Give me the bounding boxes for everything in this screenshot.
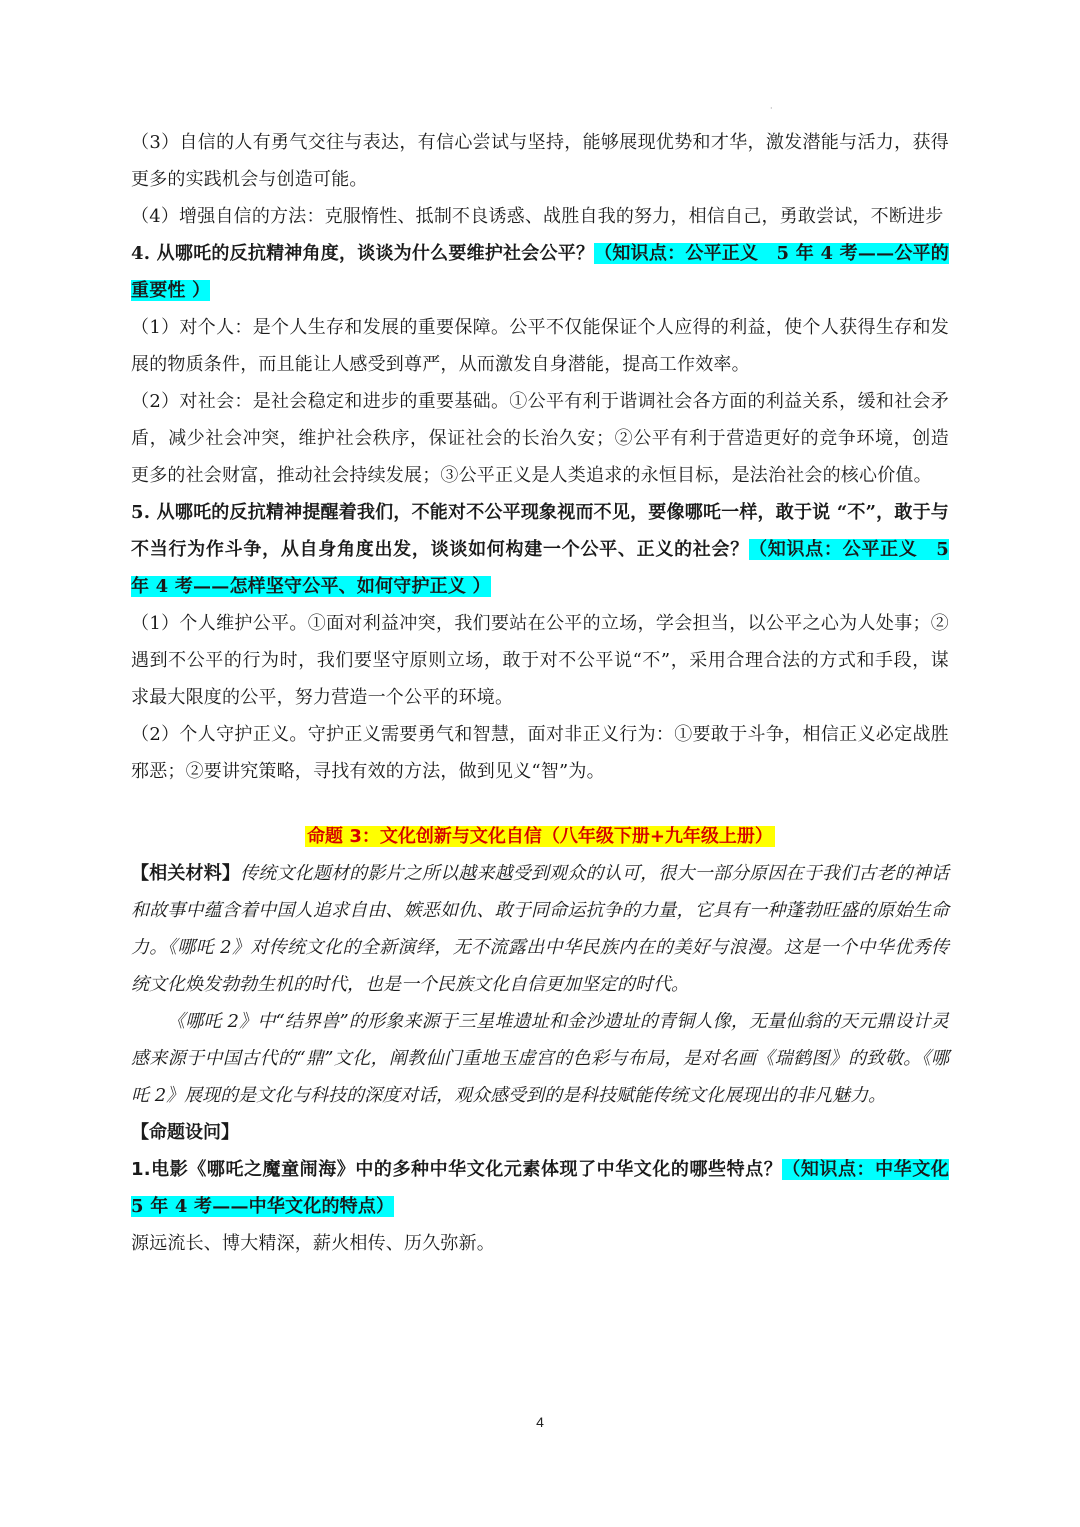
question-4-answer-1: （1）对个人：是个人生存和发展的重要保障。公平不仅能保证个人应得的利益，使个人获得生存和发展的物质条件，而且能让人感受到尊严，从而激发自身潜能，提高工作效率。 <box>131 317 949 375</box>
topic-3-question-1-text: 1.电影《哪吒之魔童闹海》中的多种中华文化元素体现了中华文化的哪些特点？ <box>131 1159 783 1180</box>
question-5 <box>131 494 949 605</box>
paragraph-confidence-4: （4）增强自信的方法：克服惰性、抵制不良诱惑、战胜自我的努力，相信自己，勇敢尝试，不断进步 <box>131 206 944 227</box>
question-4-knowledge-tag: （知识点：公平正义 5 年 4 考——公平的重要性 ） <box>131 243 949 301</box>
topic-3-question-1-knowledge-tag: （知识点：中华文化 5 年 4 考——中华文化的特点） <box>131 1159 949 1217</box>
material-text-1: 传统文化题材的影片之所以越来越受到观众的认可，很大一部分原因在于我们古老的神话和故事中蕴含着中国人追求自由、嫉恶如仇、敢于同命运抗争的力量，它具有一种蓬勃旺盛的原始生命力。《哪吒 2》对传统文化的全新演绎，无不流露出中华民族内在的美好与浪漫。这是一个中华优秀传统文化焕发勃勃生机的时代，也是一个民族文化自信更加坚定的时代。 <box>131 863 949 995</box>
question-4-text: 4. 从哪吒的反抗精神角度，谈谈为什么要维护社会公平？ <box>131 243 595 264</box>
question-4 <box>131 235 949 309</box>
material-paragraph-1 <box>131 855 949 1003</box>
material-paragraph-2: 《哪吒 2》中“结界兽”的形象来源于三星堆遗址和金沙遗址的青铜人像，无量仙翁的天元鼎设计灵感来源于中国古代的“鼎”文化，阐教仙门重地玉虚宫的色彩与布局，是对名画《瑞鹤图》的致敬。《哪吒 2》展现的是文化与科技的深度对话，观众感受到的是科技赋能传统文化展现出的非凡魅力。 <box>131 1011 949 1106</box>
question-4-answer-2: （2）对社会：是社会稳定和进步的重要基础。①公平有利于谐调社会各方面的利益关系，缓和社会矛盾，减少社会冲突，维护社会秩序，保证社会的长治久安；②公平有利于营造更好的竞争环境，创造更多的社会财富，推动社会持续发展；③公平正义是人类追求的永恒目标，是法治社会的核心价值。 <box>131 391 949 486</box>
page-number: 4 <box>536 1414 544 1430</box>
question-5-answer-1: （1）个人维护公平。①面对利益冲突，我们要站在公平的立场，学会担当，以公平之心为人处事；②遇到不公平的行为时，我们要坚守原则立场，敢于对不公平说“不”，采用合理合法的方式和手段，谋求最大限度的公平，努力营造一个公平的环境。 <box>131 613 949 708</box>
topic-3-question-1-answer: 源远流长、博大精深，薪火相传、历久弥新。 <box>131 1233 495 1254</box>
paragraph-confidence-3: （3）自信的人有勇气交往与表达，有信心尝试与坚持，能够展现优势和才华，激发潜能与活力，获得更多的实践机会与创造可能。 <box>131 132 949 190</box>
question-5-knowledge-tag: （知识点：公平正义 5 年 4 考——怎样坚守公平、如何守护正义 ） <box>131 539 949 597</box>
question-5-answer-2: （2）个人守护正义。守护正义需要勇气和智慧，面对非正义行为：①要敢于斗争，相信正义必定战胜邪恶；②要讲究策略，寻找有效的方法，做到见义“智”为。 <box>131 724 949 782</box>
topic-3-title <box>131 818 949 855</box>
document-page <box>131 124 949 1262</box>
material-label: 【相关材料】 <box>131 863 241 884</box>
question-5-text: 5. 从哪吒的反抗精神提醒着我们，不能对不公平现象视而不见，要像哪吒一样，敢于说 “不”，敢于与不当行为作斗争，从自身角度出发，谈谈如何构建一个公平、正义的社会？ <box>131 502 949 560</box>
topic-3-title-text: 命题 3：文化创新与文化自信（八年级下册+九年级上册） <box>307 826 773 847</box>
question-section-label: 【命题设问】 <box>131 1122 239 1143</box>
top-mark: · <box>770 104 773 113</box>
topic-3-question-1 <box>131 1151 949 1225</box>
